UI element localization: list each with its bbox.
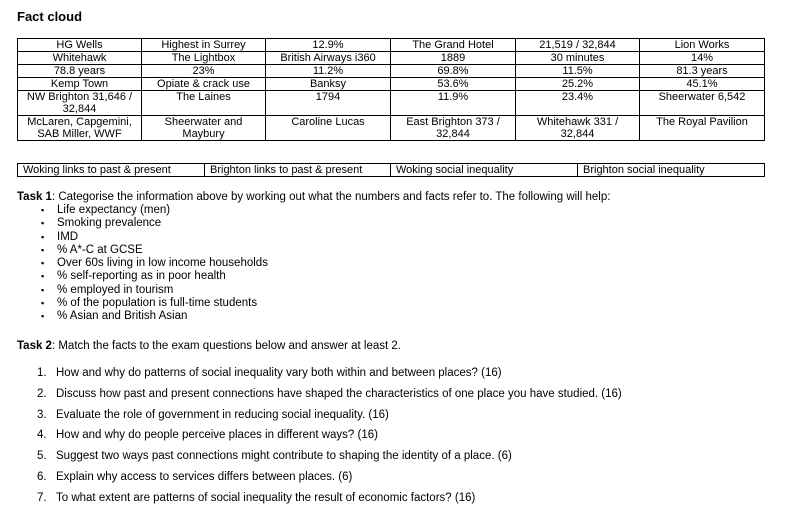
table-cell: Sheerwater and Maybury bbox=[142, 116, 266, 141]
category-cell: Brighton links to past & present bbox=[205, 164, 391, 177]
task-2-heading bbox=[17, 340, 401, 353]
table-cell: 1794 bbox=[266, 91, 391, 116]
question-number: 5. bbox=[37, 450, 47, 463]
question-item bbox=[17, 429, 757, 450]
task-1-heading bbox=[17, 191, 610, 204]
table-row bbox=[18, 52, 765, 65]
table-cell: 23.4% bbox=[516, 91, 640, 116]
table-cell: 53.6% bbox=[391, 78, 516, 91]
table-cell: Lion Works bbox=[640, 39, 765, 52]
table-cell: Kemp Town bbox=[18, 78, 142, 91]
table-cell: Opiate & crack use bbox=[142, 78, 266, 91]
question-text: Discuss how past and present connections have shaped the characteristics of one place you have studied. (16) bbox=[56, 387, 622, 400]
task-1-label: Task 1 bbox=[17, 191, 52, 203]
question-number: 1. bbox=[37, 367, 47, 379]
table-cell: The Lightbox bbox=[142, 52, 266, 65]
table-cell: 45.1% bbox=[640, 78, 765, 91]
list-item: ▪ Over 60s living in low income households bbox=[57, 257, 610, 270]
table-row bbox=[18, 65, 765, 78]
question-number: 2. bbox=[37, 387, 47, 400]
list-item: ▪ Smoking prevalence bbox=[57, 217, 610, 230]
table-cell: Whitehawk 331 / 32,844 bbox=[516, 116, 640, 141]
list-item: ▪ Life expectancy (men) bbox=[57, 204, 610, 217]
table-cell: HG Wells bbox=[18, 39, 142, 52]
task-1 bbox=[17, 191, 610, 324]
category-cell: Woking social inequality bbox=[391, 164, 578, 177]
table-cell: 23% bbox=[142, 65, 266, 78]
table-cell: 69.8% bbox=[391, 65, 516, 78]
page-title: Fact cloud bbox=[17, 9, 83, 24]
table-row bbox=[18, 91, 765, 116]
list-item: ▪ % Asian and British Asian bbox=[57, 310, 610, 323]
list-item: ▪ % self-reporting as in poor health bbox=[57, 270, 610, 283]
table-cell: Caroline Lucas bbox=[266, 116, 391, 141]
task-2 bbox=[17, 340, 622, 504]
question-item bbox=[17, 409, 757, 430]
table-row bbox=[18, 78, 765, 91]
table-cell: 81.3 years bbox=[640, 65, 765, 78]
table-cell: 1889 bbox=[391, 52, 516, 65]
list-item: ▪ % employed in tourism bbox=[57, 284, 610, 297]
table-row bbox=[18, 164, 765, 177]
question-item bbox=[17, 388, 757, 409]
question-text: To what extent are patterns of social inequality the result of economic factors? (16) bbox=[56, 491, 476, 504]
table-cell: Banksy bbox=[266, 78, 391, 91]
question-text: How and why do people perceive places in different ways? (16) bbox=[56, 429, 378, 442]
table-row bbox=[18, 116, 765, 141]
list-item: ▪ IMD bbox=[57, 231, 610, 244]
question-number: 6. bbox=[37, 470, 47, 483]
table-cell: East Brighton 373 / 32,844 bbox=[391, 116, 516, 141]
table-cell: McLaren, Capgemini, SAB Miller, WWF bbox=[18, 116, 142, 141]
list-item: ▪ % A*-C at GCSE bbox=[57, 244, 610, 257]
question-item bbox=[17, 471, 757, 492]
table-cell: 12.9% bbox=[266, 39, 391, 52]
table-cell: Highest in Surrey bbox=[142, 39, 266, 52]
question-item bbox=[17, 450, 757, 471]
question-text: How and why do patterns of social inequality vary both within and between places? (16) bbox=[56, 367, 502, 379]
question-item bbox=[17, 492, 757, 513]
table-cell: 11.2% bbox=[266, 65, 391, 78]
category-table bbox=[17, 163, 765, 177]
table-cell: 21,519 / 32,844 bbox=[516, 39, 640, 52]
table-cell: NW Brighton 31,646 / 32,844 bbox=[18, 91, 142, 116]
fact-cloud-table bbox=[17, 38, 765, 141]
table-cell: Whitehawk bbox=[18, 52, 142, 65]
table-cell: The Grand Hotel bbox=[391, 39, 516, 52]
question-number: 4. bbox=[37, 429, 47, 442]
table-cell: 11.9% bbox=[391, 91, 516, 116]
table-cell: 14% bbox=[640, 52, 765, 65]
question-text: Evaluate the role of government in reducing social inequality. (16) bbox=[56, 408, 389, 421]
question-number: 3. bbox=[37, 408, 47, 421]
task-1-text: : Categorise the information above by working out what the numbers and facts refer to. The following will help: bbox=[51, 191, 611, 203]
task-2-label: Task 2 bbox=[17, 340, 52, 352]
category-cell: Brighton social inequality bbox=[578, 164, 765, 177]
table-cell: 78.8 years bbox=[18, 65, 142, 78]
list-item: ▪ % of the population is full-time students bbox=[57, 297, 610, 310]
question-text: Suggest two ways past connections might contribute to shaping the identity of a place. (6) bbox=[56, 450, 512, 463]
question-number: 7. bbox=[37, 491, 47, 504]
table-cell: 25.2% bbox=[516, 78, 640, 91]
question-text: Explain why access to services differs between places. (6) bbox=[56, 470, 353, 483]
table-cell: 30 minutes bbox=[516, 52, 640, 65]
table-cell: Sheerwater 6,542 bbox=[640, 91, 765, 116]
table-cell: 11.5% bbox=[516, 65, 640, 78]
question-item bbox=[17, 367, 757, 388]
table-cell: British Airways i360 bbox=[266, 52, 391, 65]
question-list bbox=[17, 367, 757, 513]
category-cell: Woking links to past & present bbox=[18, 164, 205, 177]
hint-list bbox=[17, 204, 610, 324]
table-cell: The Royal Pavilion bbox=[640, 116, 765, 141]
table-cell: The Laines bbox=[142, 91, 266, 116]
table-row bbox=[18, 39, 765, 52]
task-2-text: : Match the facts to the exam questions below and answer at least 2. bbox=[51, 340, 401, 352]
